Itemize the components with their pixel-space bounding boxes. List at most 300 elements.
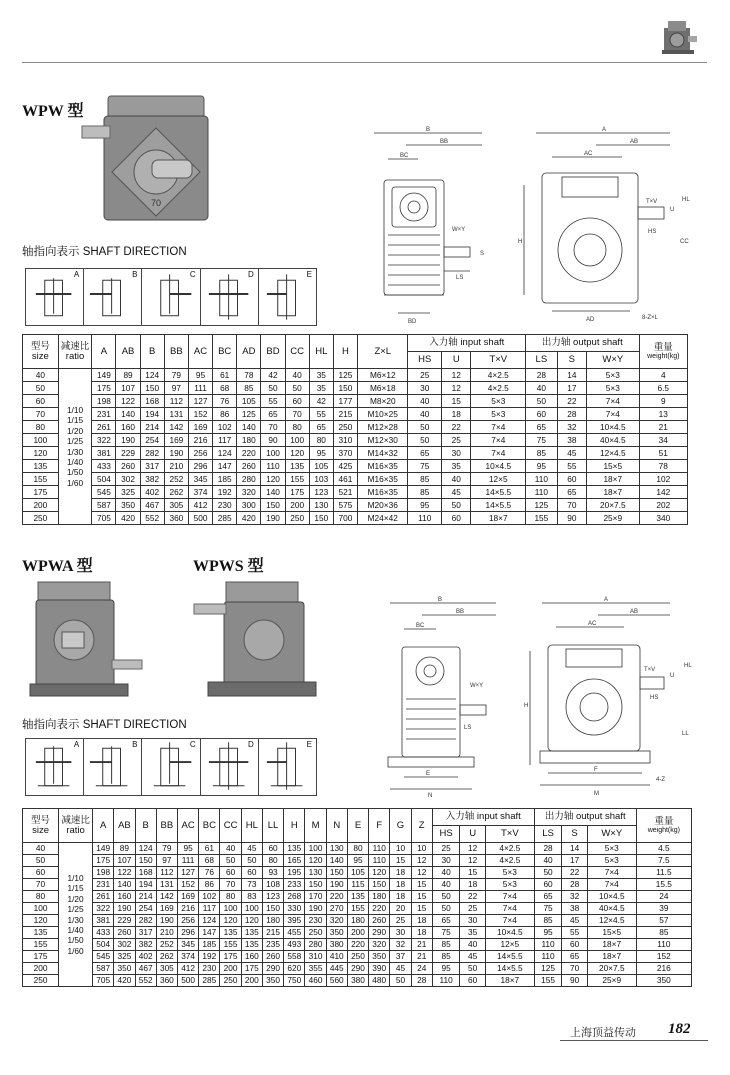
table-cell: 14×5.5 xyxy=(471,499,526,512)
table-cell: 460 xyxy=(305,975,326,987)
table-cell: 127 xyxy=(188,395,212,408)
table-cell: 34 xyxy=(639,434,687,447)
table-cell: 25 xyxy=(442,434,471,447)
table-cell: 135 xyxy=(285,460,309,473)
table-cell: 320 xyxy=(237,486,261,499)
svg-text:T×V: T×V xyxy=(646,199,658,205)
table-row xyxy=(23,434,688,447)
table-cell: 20×7.5 xyxy=(587,499,640,512)
table-cell: 76 xyxy=(213,395,237,408)
table-cell: 180 xyxy=(262,915,283,927)
table-cell: 103 xyxy=(309,473,333,486)
table-cell: 50 xyxy=(261,382,285,395)
table-cell: 192 xyxy=(199,951,220,963)
table-cell: 260 xyxy=(369,915,390,927)
table-cell: 50 xyxy=(432,891,460,903)
table-cell: 149 xyxy=(93,843,114,855)
table-cell: 230 xyxy=(199,963,220,975)
table-cell: 55 xyxy=(261,395,285,408)
table-cell: 60 xyxy=(526,408,558,421)
table-cell: 70 xyxy=(557,499,586,512)
table-cell: 60 xyxy=(562,939,587,951)
table-cell: 40 xyxy=(432,879,460,891)
table-cell: 433 xyxy=(92,460,116,473)
table-cell: 50 xyxy=(390,975,411,987)
table-cell: 100 xyxy=(241,903,262,915)
table-cell: 45 xyxy=(562,915,587,927)
size-cell: 70 xyxy=(23,879,59,891)
svg-text:AD: AD xyxy=(586,317,595,323)
table-cell: 7×4 xyxy=(587,408,640,421)
size-cell: 40 xyxy=(23,369,59,382)
table-cell: 190 xyxy=(114,903,135,915)
table-cell: 305 xyxy=(164,499,188,512)
table-cell: 175 xyxy=(220,951,241,963)
table-cell: 61 xyxy=(199,843,220,855)
wpw-front-view-drawing xyxy=(360,125,495,330)
table-cell: 12×5 xyxy=(485,939,534,951)
wpwa-shaft-direction-title: 轴指向表示 SHAFT DIRECTION xyxy=(22,719,187,731)
svg-text:A: A xyxy=(602,127,607,133)
table-cell: 6.5 xyxy=(639,382,687,395)
table-cell: 22 xyxy=(442,421,471,434)
table-cell: 97 xyxy=(156,855,177,867)
table-cell: 30 xyxy=(390,927,411,939)
table-cell: 80 xyxy=(262,855,283,867)
svg-text:BB: BB xyxy=(456,609,465,615)
table-cell: 110 xyxy=(408,512,442,525)
table-cell: 108 xyxy=(262,879,283,891)
table-cell: 28 xyxy=(534,843,562,855)
size-cell: 60 xyxy=(23,867,59,879)
table-cell: 500 xyxy=(178,975,199,987)
svg-text:AC: AC xyxy=(588,621,597,627)
table-cell: 15×5 xyxy=(587,460,640,473)
table-cell: 230 xyxy=(305,915,326,927)
size-cell: 100 xyxy=(23,903,59,915)
table-cell: 280 xyxy=(237,473,261,486)
svg-text:N: N xyxy=(428,793,433,799)
table-cell: 165 xyxy=(284,855,305,867)
table-cell: 14 xyxy=(562,843,587,855)
table-cell: 160 xyxy=(114,891,135,903)
table-cell: 25×9 xyxy=(587,975,636,987)
table-cell: 5×3 xyxy=(471,395,526,408)
table-cell: 80 xyxy=(309,434,333,447)
table-cell: M10×25 xyxy=(358,408,408,421)
size-cell: 120 xyxy=(23,447,59,460)
table-cell: 370 xyxy=(333,447,357,460)
table-cell: 75 xyxy=(432,927,460,939)
table-cell: 40 xyxy=(526,382,558,395)
table-cell: 500 xyxy=(188,512,212,525)
table-cell: 110 xyxy=(432,975,460,987)
table-cell: 5×3 xyxy=(587,843,636,855)
table-cell: 194 xyxy=(140,408,164,421)
table-cell: 24 xyxy=(636,891,691,903)
wpwa-spec-table: 型号 size 减速比 ratio A AB B BB AC BC CC HL LL H M N E F G Z 入力轴 input shaft 出力轴 output shaft 重量 weight(kg) HS U T×V LS S W×Y 40 1/10 1/15 1/20 1/25 1/30 1/40 1/50 1/60 149 89 124 79 95 61 40 45 60 135 100 130 80 110 10 10 25 12 4×2.5 28 14 5×3 4.5 50 175 107 150 97 111 68 50 50 80 165 120 140 95 110 15 12 30 12 4×2.5 40 17 5×3 7.5 60 198 122 168 112 127 76 60 60 93 195 130 150 105 120 18 12 40 15 5×3 50 22 7×4 11.5 70 231 140 194 131 152 86 70 73 108 233 150 190 115 150 18 15 40 18 5×3 60 28 7×4 15.5 80 261 160 214 142 169 102 80 83 123 268 170 220 135 180 18 15 50 22 7×4 65 32 10×4.5 24 100 322 190 254 169 216 117 100 100 150 330 190 270 155 220 20 15 50 25 7×4 75 38 40×4.5 39 120 381 229 282 190 256 124 120 120 180 395 230 320 180 260 25 18 65 30 7×4 85 45 12×4.5 57 135 433 260 317 210 296 147 135 135 215 455 250 350 200 290 30 18 75 35 10×4.5 95 55 15×5 85 155 504 302 382 252 345 185 155 135 235 493 280 380 220 320 32 21 85 40 12×5 110 60 18×7 110 175 545 325 402 262 374 192 175 160 260 558 310 410 250 350 37 21 85 45 14×5.5 110 65 18×7 152 200 587 350 467 305 412 230 200 175 290 620 355 445 290 390 45 24 95 50 14×5.5 125 70 20×7.5 216 250 705 420 552 360 500 285 250 200 350 750 460 560 380 480 50 28 110 60 18×7 155 90 25×9 350 xyxy=(22,808,692,987)
table-cell: 75 xyxy=(534,903,562,915)
table-cell: 125 xyxy=(534,963,562,975)
table-cell: 90 xyxy=(261,434,285,447)
table-cell: 10 xyxy=(411,843,432,855)
table-cell: 102 xyxy=(199,891,220,903)
gear-reducer-thumbnail xyxy=(660,16,700,56)
table-cell: 35 xyxy=(460,927,485,939)
svg-text:AC: AC xyxy=(584,151,593,157)
svg-text:E: E xyxy=(426,771,431,777)
table-cell: 150 xyxy=(333,382,357,395)
table-cell: 13 xyxy=(639,408,687,421)
table-cell: 80 xyxy=(220,891,241,903)
table-cell: 412 xyxy=(188,499,212,512)
table-cell: 110 xyxy=(369,843,390,855)
table-cell: M12×28 xyxy=(358,421,408,434)
table-cell: 493 xyxy=(284,939,305,951)
ratio-cell: 1/10 1/15 1/20 1/25 1/30 1/40 1/50 1/60 xyxy=(58,369,92,525)
svg-text:BC: BC xyxy=(400,153,409,159)
table-cell: 60 xyxy=(557,473,586,486)
table-cell: 130 xyxy=(309,499,333,512)
table-cell: 180 xyxy=(237,434,261,447)
table-cell: 4×2.5 xyxy=(471,382,526,395)
size-cell: 155 xyxy=(23,473,59,486)
table-cell: 270 xyxy=(326,903,347,915)
svg-text:8-Z×L: 8-Z×L xyxy=(642,315,658,321)
table-cell: 55 xyxy=(309,408,333,421)
table-cell: 150 xyxy=(326,867,347,879)
table-cell: 202 xyxy=(639,499,687,512)
table-row xyxy=(23,499,688,512)
table-cell: 80 xyxy=(347,843,368,855)
table-cell: 40 xyxy=(408,408,442,421)
table-cell: 124 xyxy=(140,369,164,382)
table-cell: 545 xyxy=(93,951,114,963)
table-row xyxy=(23,512,688,525)
table-cell: 261 xyxy=(93,891,114,903)
wpwa-front-view-drawing xyxy=(378,595,508,800)
size-cell: 100 xyxy=(23,434,59,447)
svg-text:AB: AB xyxy=(630,139,639,145)
table-row xyxy=(23,951,692,963)
table-cell: 50 xyxy=(408,434,442,447)
svg-text:W×Y: W×Y xyxy=(452,227,466,233)
table-cell: 86 xyxy=(199,879,220,891)
table-cell: 32 xyxy=(562,891,587,903)
table-cell: 290 xyxy=(369,927,390,939)
table-cell: 5×3 xyxy=(587,369,640,382)
table-cell: 21 xyxy=(411,951,432,963)
table-cell: 18 xyxy=(460,879,485,891)
table-cell: 214 xyxy=(140,421,164,434)
table-cell: 5×3 xyxy=(485,879,534,891)
table-row xyxy=(23,486,688,499)
table-cell: 18×7 xyxy=(587,951,636,963)
table-cell: 65 xyxy=(557,486,586,499)
table-cell: M16×35 xyxy=(358,486,408,499)
table-cell: 180 xyxy=(347,915,368,927)
table-cell: 268 xyxy=(284,891,305,903)
table-cell: 215 xyxy=(333,408,357,421)
table-cell: 18 xyxy=(390,867,411,879)
table-cell: 25 xyxy=(432,843,460,855)
table-cell: 131 xyxy=(164,408,188,421)
table-cell: 93 xyxy=(262,867,283,879)
table-cell: 10×4.5 xyxy=(471,460,526,473)
svg-text:BC: BC xyxy=(416,623,425,629)
table-cell: 150 xyxy=(140,382,164,395)
table-cell: 14×5.5 xyxy=(485,951,534,963)
table-row xyxy=(23,408,688,421)
table-cell: M14×32 xyxy=(358,447,408,460)
table-row xyxy=(23,382,688,395)
size-cell: 50 xyxy=(23,855,59,867)
table-cell: 7×4 xyxy=(471,447,526,460)
table-cell: 65 xyxy=(309,421,333,434)
table-cell: 120 xyxy=(305,855,326,867)
table-cell: 7×4 xyxy=(485,891,534,903)
table-cell: 200 xyxy=(220,963,241,975)
table-cell: 350 xyxy=(369,951,390,963)
table-cell: 210 xyxy=(164,460,188,473)
table-cell: 40 xyxy=(408,395,442,408)
table-cell: 57 xyxy=(636,915,691,927)
table-cell: 150 xyxy=(305,879,326,891)
table-cell: 105 xyxy=(309,460,333,473)
table-cell: 25×9 xyxy=(587,512,640,525)
table-cell: 252 xyxy=(164,473,188,486)
table-cell: 195 xyxy=(284,867,305,879)
shaft-direction-c: C xyxy=(142,739,200,795)
table-cell: 90 xyxy=(557,512,586,525)
svg-text:U: U xyxy=(670,207,675,213)
table-cell: 302 xyxy=(114,939,135,951)
table-cell: 220 xyxy=(326,891,347,903)
table-cell: 705 xyxy=(92,512,116,525)
table-cell: 105 xyxy=(347,867,368,879)
table-cell: 15 xyxy=(411,879,432,891)
table-cell: 65 xyxy=(408,447,442,460)
table-cell: 30 xyxy=(442,447,471,460)
wpw-product-photo xyxy=(78,88,218,228)
table-cell: 32 xyxy=(390,939,411,951)
table-cell: 169 xyxy=(178,891,199,903)
table-cell: 262 xyxy=(164,486,188,499)
table-cell: 140 xyxy=(237,421,261,434)
table-cell: 12 xyxy=(442,382,471,395)
table-cell: 32 xyxy=(557,421,586,434)
table-cell: 169 xyxy=(156,903,177,915)
table-row xyxy=(23,927,692,939)
table-cell: 20×7.5 xyxy=(587,963,636,975)
table-row xyxy=(23,447,688,460)
table-cell: 124 xyxy=(213,447,237,460)
table-cell: 155 xyxy=(347,903,368,915)
table-cell: 122 xyxy=(116,395,140,408)
table-cell: 50 xyxy=(432,903,460,915)
table-cell: 45 xyxy=(460,951,485,963)
table-cell: 155 xyxy=(220,939,241,951)
table-cell: 28 xyxy=(526,369,558,382)
table-cell: 220 xyxy=(347,939,368,951)
table-cell: 35 xyxy=(309,369,333,382)
table-cell: 5×3 xyxy=(587,855,636,867)
table-cell: 123 xyxy=(309,486,333,499)
svg-text:W×Y: W×Y xyxy=(470,683,484,689)
table-cell: 140 xyxy=(261,486,285,499)
table-cell: 467 xyxy=(135,963,156,975)
table-cell: 235 xyxy=(262,939,283,951)
table-cell: 95 xyxy=(347,855,368,867)
table-cell: 12×4.5 xyxy=(587,915,636,927)
table-cell: 587 xyxy=(93,963,114,975)
top-rule xyxy=(22,62,707,63)
table-cell: 83 xyxy=(241,891,262,903)
table-cell: 322 xyxy=(92,434,116,447)
svg-text:S: S xyxy=(480,251,485,257)
table-cell: 22 xyxy=(562,867,587,879)
table-cell: 51 xyxy=(639,447,687,460)
table-cell: 50 xyxy=(460,963,485,975)
table-cell: 130 xyxy=(305,867,326,879)
table-cell: 10×4.5 xyxy=(587,421,640,434)
table-cell: 355 xyxy=(305,963,326,975)
table-cell: 325 xyxy=(114,951,135,963)
table-cell: 412 xyxy=(178,963,199,975)
svg-text:F: F xyxy=(594,767,598,773)
table-cell: 25 xyxy=(460,903,485,915)
table-cell: 35 xyxy=(309,382,333,395)
table-cell: 85 xyxy=(237,382,261,395)
table-cell: 374 xyxy=(188,486,212,499)
table-cell: 68 xyxy=(213,382,237,395)
table-cell: 50 xyxy=(526,395,558,408)
table-cell: 620 xyxy=(284,963,305,975)
table-cell: 60 xyxy=(285,395,309,408)
size-cell: 155 xyxy=(23,939,59,951)
size-cell: 50 xyxy=(23,382,59,395)
table-cell: 420 xyxy=(237,512,261,525)
table-cell: 177 xyxy=(333,395,357,408)
table-cell: 38 xyxy=(562,903,587,915)
table-cell: 65 xyxy=(526,421,558,434)
size-cell: 200 xyxy=(23,499,59,512)
input-shaft-group: 入力轴 input shaft xyxy=(408,335,526,352)
table-cell: 194 xyxy=(135,879,156,891)
table-cell: 95 xyxy=(534,927,562,939)
size-cell: 60 xyxy=(23,395,59,408)
table-cell: 214 xyxy=(135,891,156,903)
table-cell: 95 xyxy=(178,843,199,855)
table-cell: 17 xyxy=(557,382,586,395)
table-cell: 12 xyxy=(411,867,432,879)
table-cell: 55 xyxy=(557,460,586,473)
table-cell: 445 xyxy=(326,963,347,975)
table-cell: M20×36 xyxy=(358,499,408,512)
table-cell: 135 xyxy=(220,927,241,939)
table-cell: 147 xyxy=(213,460,237,473)
table-cell: 296 xyxy=(178,927,199,939)
table-cell: 5×3 xyxy=(587,382,640,395)
table-cell: 12×5 xyxy=(471,473,526,486)
table-cell: 78 xyxy=(639,460,687,473)
svg-text:T×V: T×V xyxy=(644,667,656,673)
table-row xyxy=(23,473,688,486)
table-cell: 142 xyxy=(164,421,188,434)
table-cell: 122 xyxy=(114,867,135,879)
ratio-cell: 1/10 1/15 1/20 1/25 1/30 1/40 1/50 1/60 xyxy=(59,843,93,987)
table-cell: 330 xyxy=(284,903,305,915)
table-cell: 61 xyxy=(213,369,237,382)
table-cell: 290 xyxy=(262,963,283,975)
table-cell: M6×18 xyxy=(358,382,408,395)
table-cell: 78 xyxy=(237,369,261,382)
table-cell: 152 xyxy=(636,951,691,963)
wpws-product-photo xyxy=(190,574,320,704)
table-cell: 70 xyxy=(261,421,285,434)
table-cell: 85 xyxy=(526,447,558,460)
table-cell: 705 xyxy=(93,975,114,987)
table-cell: 24 xyxy=(411,963,432,975)
table-cell: 14×5.5 xyxy=(471,486,526,499)
table-cell: 200 xyxy=(347,927,368,939)
table-cell: 504 xyxy=(93,939,114,951)
wpw-shaft-direction-title: 轴指向表示 SHAFT DIRECTION xyxy=(22,246,187,258)
table-cell: 125 xyxy=(526,499,558,512)
table-cell: 282 xyxy=(135,915,156,927)
table-cell: 17 xyxy=(562,855,587,867)
table-cell: 256 xyxy=(188,447,212,460)
table-cell: 50 xyxy=(534,867,562,879)
table-cell: 55 xyxy=(562,927,587,939)
page-number: 182 xyxy=(668,1021,691,1037)
table-cell: 111 xyxy=(178,855,199,867)
table-cell: 79 xyxy=(164,369,188,382)
table-cell: 80 xyxy=(285,421,309,434)
table-cell: 95 xyxy=(526,460,558,473)
output-shaft-group: 出力轴 output shaft xyxy=(526,335,639,352)
table-cell: 233 xyxy=(284,879,305,891)
table-cell: 12×4.5 xyxy=(587,447,640,460)
table-cell: 95 xyxy=(432,963,460,975)
table-cell: M12×30 xyxy=(358,434,408,447)
table-cell: 125 xyxy=(333,369,357,382)
table-cell: 102 xyxy=(639,473,687,486)
table-cell: 107 xyxy=(114,855,135,867)
table-cell: 110 xyxy=(534,939,562,951)
table-cell: 18 xyxy=(442,408,471,421)
svg-text:LL: LL xyxy=(682,731,689,737)
table-cell: 280 xyxy=(305,939,326,951)
table-cell: 504 xyxy=(92,473,116,486)
table-cell: 112 xyxy=(164,395,188,408)
svg-text:B: B xyxy=(438,597,443,603)
wpw-spec-table: 型号 size 减速比 ratio A AB B BB AC BC AD BD CC HL H Z×L 入力轴 input shaft 出力轴 output shaft 重量 weight(kg) HS U T×V LS S W×Y 40 1/10 1/15 1/20 1/25 1/30 1/40 1/50 1/60 149 89 124 79 95 61 78 42 40 35 125 M6×12 25 12 4×2.5 28 14 5×3 4 50 175 107 150 97 111 68 85 50 50 35 150 M6×18 30 12 4×2.5 40 17 5×3 6.5 60 198 122 168 112 127 76 105 55 60 42 177 M8×20 40 15 5×3 50 22 7×4 9 70 231 140 194 131 152 86 125 65 70 55 215 M10×25 40 18 5×3 60 28 7×4 13 80 261 160 214 142 169 102 140 70 80 65 250 M12×28 50 22 7×4 65 32 10×4.5 21 100 322 190 254 169 216 117 180 90 100 80 310 M12×30 50 25 7×4 75 38 40×4.5 34 120 381 229 282 190 256 124 220 100 120 95 370 M14×32 65 30 7×4 85 45 12×4.5 51 135 433 260 317 210 296 147 260 110 135 105 425 M16×35 75 35 10×4.5 95 55 15×5 78 155 504 302 382 252 345 185 280 120 155 103 461 M16×35 85 40 12×5 110 60 18×7 102 175 545 325 402 262 374 192 320 140 175 123 521 M16×35 85 45 14×5.5 110 65 18×7 142 200 587 350 467 305 412 230 300 150 200 130 575 M20×36 95 50 14×5.5 125 70 20×7.5 202 250 705 420 552 360 500 285 420 190 250 150 700 M24×42 110 60 18×7 155 90 25×9 340 xyxy=(22,334,688,525)
table-cell: 135 xyxy=(241,927,262,939)
table-cell: 7×4 xyxy=(485,915,534,927)
table-cell: 95 xyxy=(188,369,212,382)
table-cell: 111 xyxy=(188,382,212,395)
table-cell: 110 xyxy=(261,460,285,473)
table-cell: 65 xyxy=(432,915,460,927)
table-cell: 15 xyxy=(411,903,432,915)
table-cell: 12 xyxy=(460,843,485,855)
table-cell: M8×20 xyxy=(358,395,408,408)
wpwa-side-view-drawing xyxy=(518,595,698,800)
table-cell: 65 xyxy=(562,951,587,963)
table-cell: 190 xyxy=(261,512,285,525)
table-cell: 110 xyxy=(526,473,558,486)
